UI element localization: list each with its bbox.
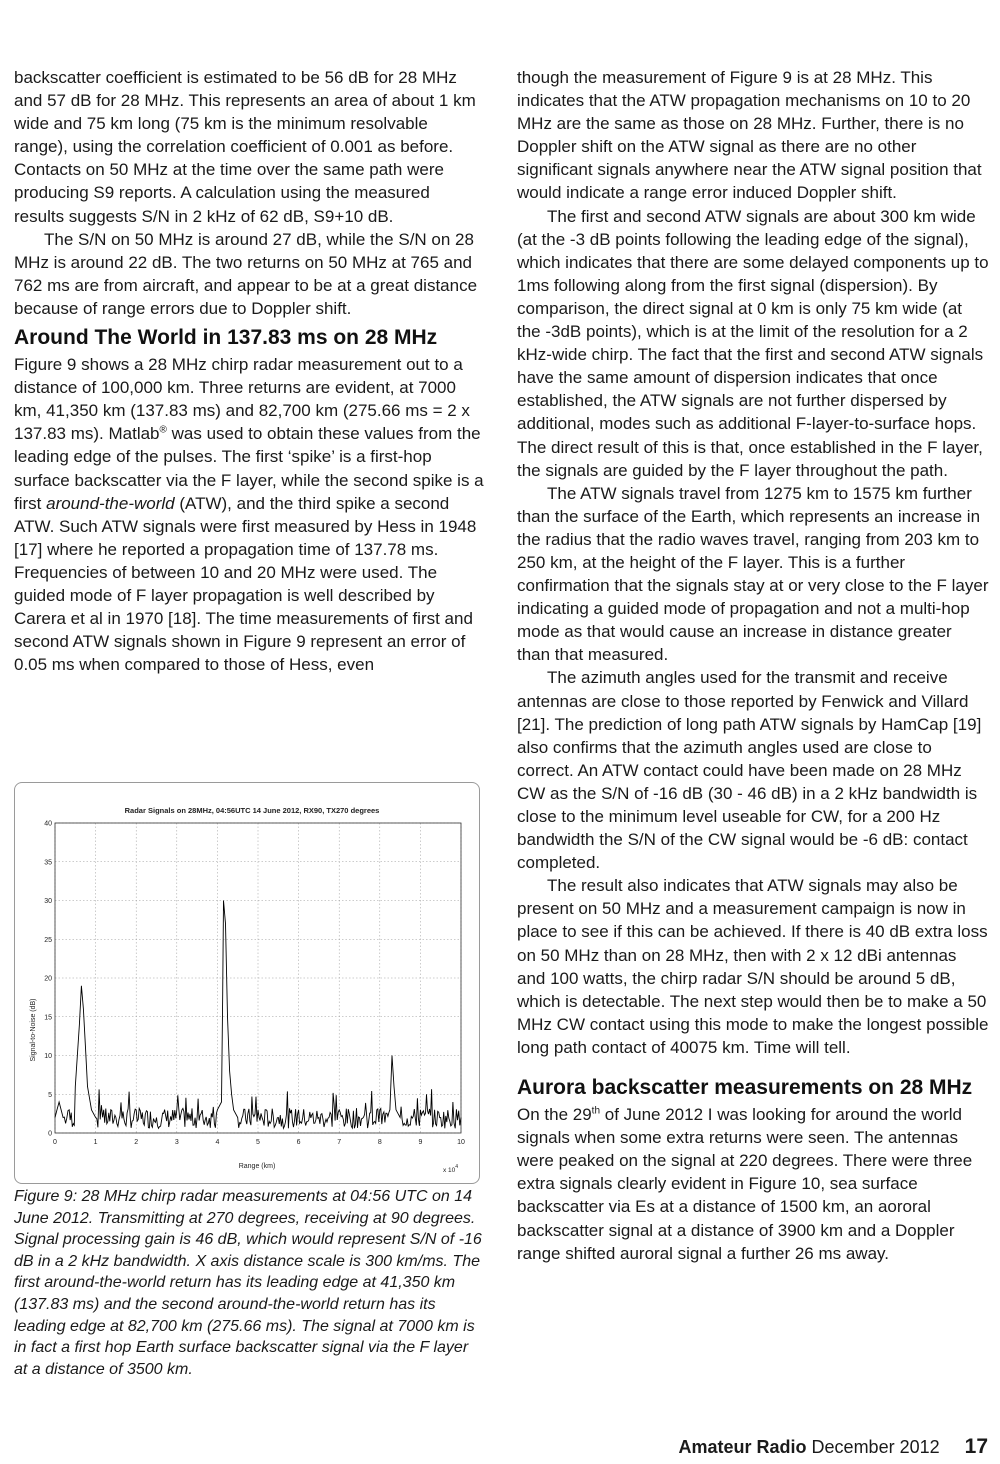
body-paragraph (14, 353, 484, 676)
y-tick-label: 0 (48, 1130, 52, 1138)
text-run: On the 29 (517, 1105, 592, 1125)
x-tick-label: 8 (377, 1139, 382, 1146)
x-tick-label: 1 (93, 1139, 98, 1146)
x-tick-label: 10 (457, 1139, 465, 1146)
x-tick-label: 6 (296, 1139, 301, 1146)
caption-text: Figure 9: 28 MHz chirp radar measurements at 04:56 UTC on 14 June 2012. Transmitting at 270 degrees, receiving at 90 degrees. Signal processing gain is 46 dB, which would represent S/N of -16 dB in a 2 kHz bandwidth. X axis distance scale is 300 km/ms. The first around-the-world return has its leading edge at 41,350 km (137.83 ms) and the second around-the-world return has its leading edge at 82,700 km (275.66 ms). The signal at 7000 km is in fact a first hop Earth surface backscatter signal via the F layer at a distance of 3500 km. (14, 1188, 482, 1378)
page-footer (679, 1436, 989, 1458)
y-tick-label: 35 (44, 859, 52, 867)
figure-caption (14, 1186, 484, 1380)
y-tick-label: 5 (48, 1091, 52, 1099)
body-paragraph: The first and second ATW signals are about 300 km wide (at the -3 dB points following the leading edge of the signal), which indicates that there are some delayed components up to 1ms following along from the first signal (dispersion). By comparison, the direct signal at 0 km is only 75 km wide (at the -3dB points), which is at the limit of the resolution for a 2 kHz-wide chirp. The fact that the first and second ATW signals have the same amount of dispersion indicates that once established, the ATW signals are not further dispersed by additional, modes such as additional F-layer-to-surface hops. The direct result of this is that, once established in the F layer, the signals are guided by the F layer throughout the path. (517, 206, 989, 480)
y-axis-label: Signal-to-Noise (dB) (30, 998, 37, 1062)
section-heading: Around The World in 137.83 ms on 28 MHz (14, 326, 438, 350)
body-paragraph: The S/N on 50 MHz is around 27 dB, while the S/N on 28 MHz is around 22 dB. The two returns on 50 MHz at 765 and 762 ms are from aircraft, and appear to be at a great distance because of range errors due to Doppler shift. (14, 229, 478, 318)
ordinal-suffix: th (591, 1105, 601, 1117)
x-tick-label: 7 (337, 1139, 342, 1146)
y-tick-label: 30 (44, 898, 52, 905)
y-tick-label: 40 (44, 820, 52, 828)
text-run: was used to obtain these values from the leading edge of the pulses. The first ‘spike’ is a first-hop surface backscatter via the F layer, while the second spike is a first (14, 424, 484, 513)
body-paragraph: though the measurement of Figure 9 is at 28 MHz. This indicates that the ATW propagation mechanisms on 10 to 20 MHz are the same as those on 28 MHz. Further, there is no Doppler shift on the ATW signal as there are no other significant signals anywhere near the ATW signal position that would indicate a range error induced Doppler shift. (517, 68, 982, 203)
emphasis-text: around-the-world (46, 493, 175, 513)
x-tick-label: 3 (174, 1139, 179, 1146)
x-multiplier-text: x 10 (443, 1167, 456, 1174)
chart-grid (55, 823, 461, 1133)
figure-9-chart (14, 782, 480, 1184)
text-run: of June 2012 I was looking for around the world signals when some extra returns were seen. The antennas were peaked on the signal at 220 degrees. There were three extra signals clearly evident in Figure 10, sea surface backscatter via Es at a distance of 1500 km, an aororal backscatter signal at a distance of 3900 km and a Doppler range shifted auroral signal a further 26 ms away. (517, 1105, 973, 1263)
y-tick-label: 25 (44, 936, 52, 944)
left-column (14, 66, 484, 676)
x-multiplier-label (443, 1164, 458, 1174)
x-multiplier-exp: 4 (455, 1164, 459, 1170)
body-paragraph: The azimuth angles used for the transmit and receive antennas are close to those reported by Fenwick and Villard [21]. The prediction of long path ATW signals by HamCap [19] also confirms that the azimuth angles used are close to correct. An ATW contact could have been made on 28 MHz CW as the S/N of -16 dB (30 - 46 dB) in a 2 kHz bandwidth is close to the minimum level useable for CW, for a 200 Hz bandwidth the S/N of the CW signal would be -6 dB: contact completed. (517, 668, 982, 873)
page-number: 17 (964, 1435, 988, 1458)
body-paragraph: The result also indicates that ATW signals may also be present on 50 MHz and a measurement campaign is now in place to see if this can be achieved. If there is 40 dB extra loss on 50 MHz than on 28 MHz, then with 2 x 12 dBi antennas and 100 watts, the chirp radar S/N should be around 5 dB, which is detectable. The next step would then be to make a 50 MHz CW contact using this mode to make the longest possible long path contact of 40075 km. Time will tell. (517, 876, 989, 1057)
body-paragraph: backscatter coefficient is estimated to be 56 dB for 28 MHz and 57 dB for 28 MHz. This represents an area of about 1 km wide and 75 km long (75 km is the minimum resolvable range), using the correlation coefficient of 0.001 as before. Contacts on 50 MHz at the time over the same path were producing S9 reports. A calculation using the measured results suggests S/N in 2 kHz of 62 dB, S9+10 dB. (14, 68, 476, 226)
body-paragraph: The ATW signals travel from 1275 km to 1575 km further than the surface of the Earth, which represents an increase in the radius that the radio waves travel, ranging from 203 km to 250 km, at the height of the F layer. This is a further confirmation that the signals stay at or very close to the F layer indicating a guided mode of propagation and not a multi-hop mode as that would cause an increase in distance greater than that measured. (517, 483, 989, 665)
registered-mark: ® (159, 424, 167, 436)
chart-svg (15, 783, 479, 1183)
chart-title: Radar Signals on 28MHz, 04:56UTC 14 June 2012, RX90, TX270 degrees (124, 806, 380, 815)
magazine-name: Amateur Radio (678, 1437, 807, 1457)
issue-date: December 2012 (811, 1437, 940, 1457)
x-tick-label: 2 (134, 1139, 139, 1146)
axis-ticks (44, 821, 465, 1147)
right-column (517, 66, 989, 1265)
x-tick-label: 4 (215, 1139, 220, 1146)
y-tick-label: 10 (44, 1053, 52, 1060)
x-tick-label: 5 (256, 1139, 260, 1146)
x-axis-label: Range (km) (238, 1163, 276, 1170)
y-tick-label: 20 (44, 975, 52, 983)
x-tick-label: 0 (53, 1139, 57, 1146)
section-heading: Aurora backscatter measurements on 28 MHz (517, 1076, 973, 1100)
text-run: (ATW), and the third spike a second ATW. Such ATW signals were first measured by Hess in 1948 [17] where he reported a propagation time of 137.78 ms. Frequencies of between 10 and 20 MHz were used. The guided mode of F layer propagation is well described by Carera et al in 1970 [18]. The time measurements of first and second ATW signals shown in Figure 9 represent an error of 0.05 ms when compared to those of Hess, even (14, 493, 477, 675)
x-tick-label: 9 (418, 1139, 423, 1146)
body-paragraph (517, 1103, 989, 1265)
y-tick-label: 15 (44, 1014, 52, 1022)
text-run: Figure 9 shows a 28 MHz chirp radar measurement out to a distance of 100,000 km. Three returns are evident, at 7000 km, 41,350 km (137.83 ms) and 82,700 km (275.66 ms = 2 x 137.83 ms). Matlab (14, 355, 470, 444)
